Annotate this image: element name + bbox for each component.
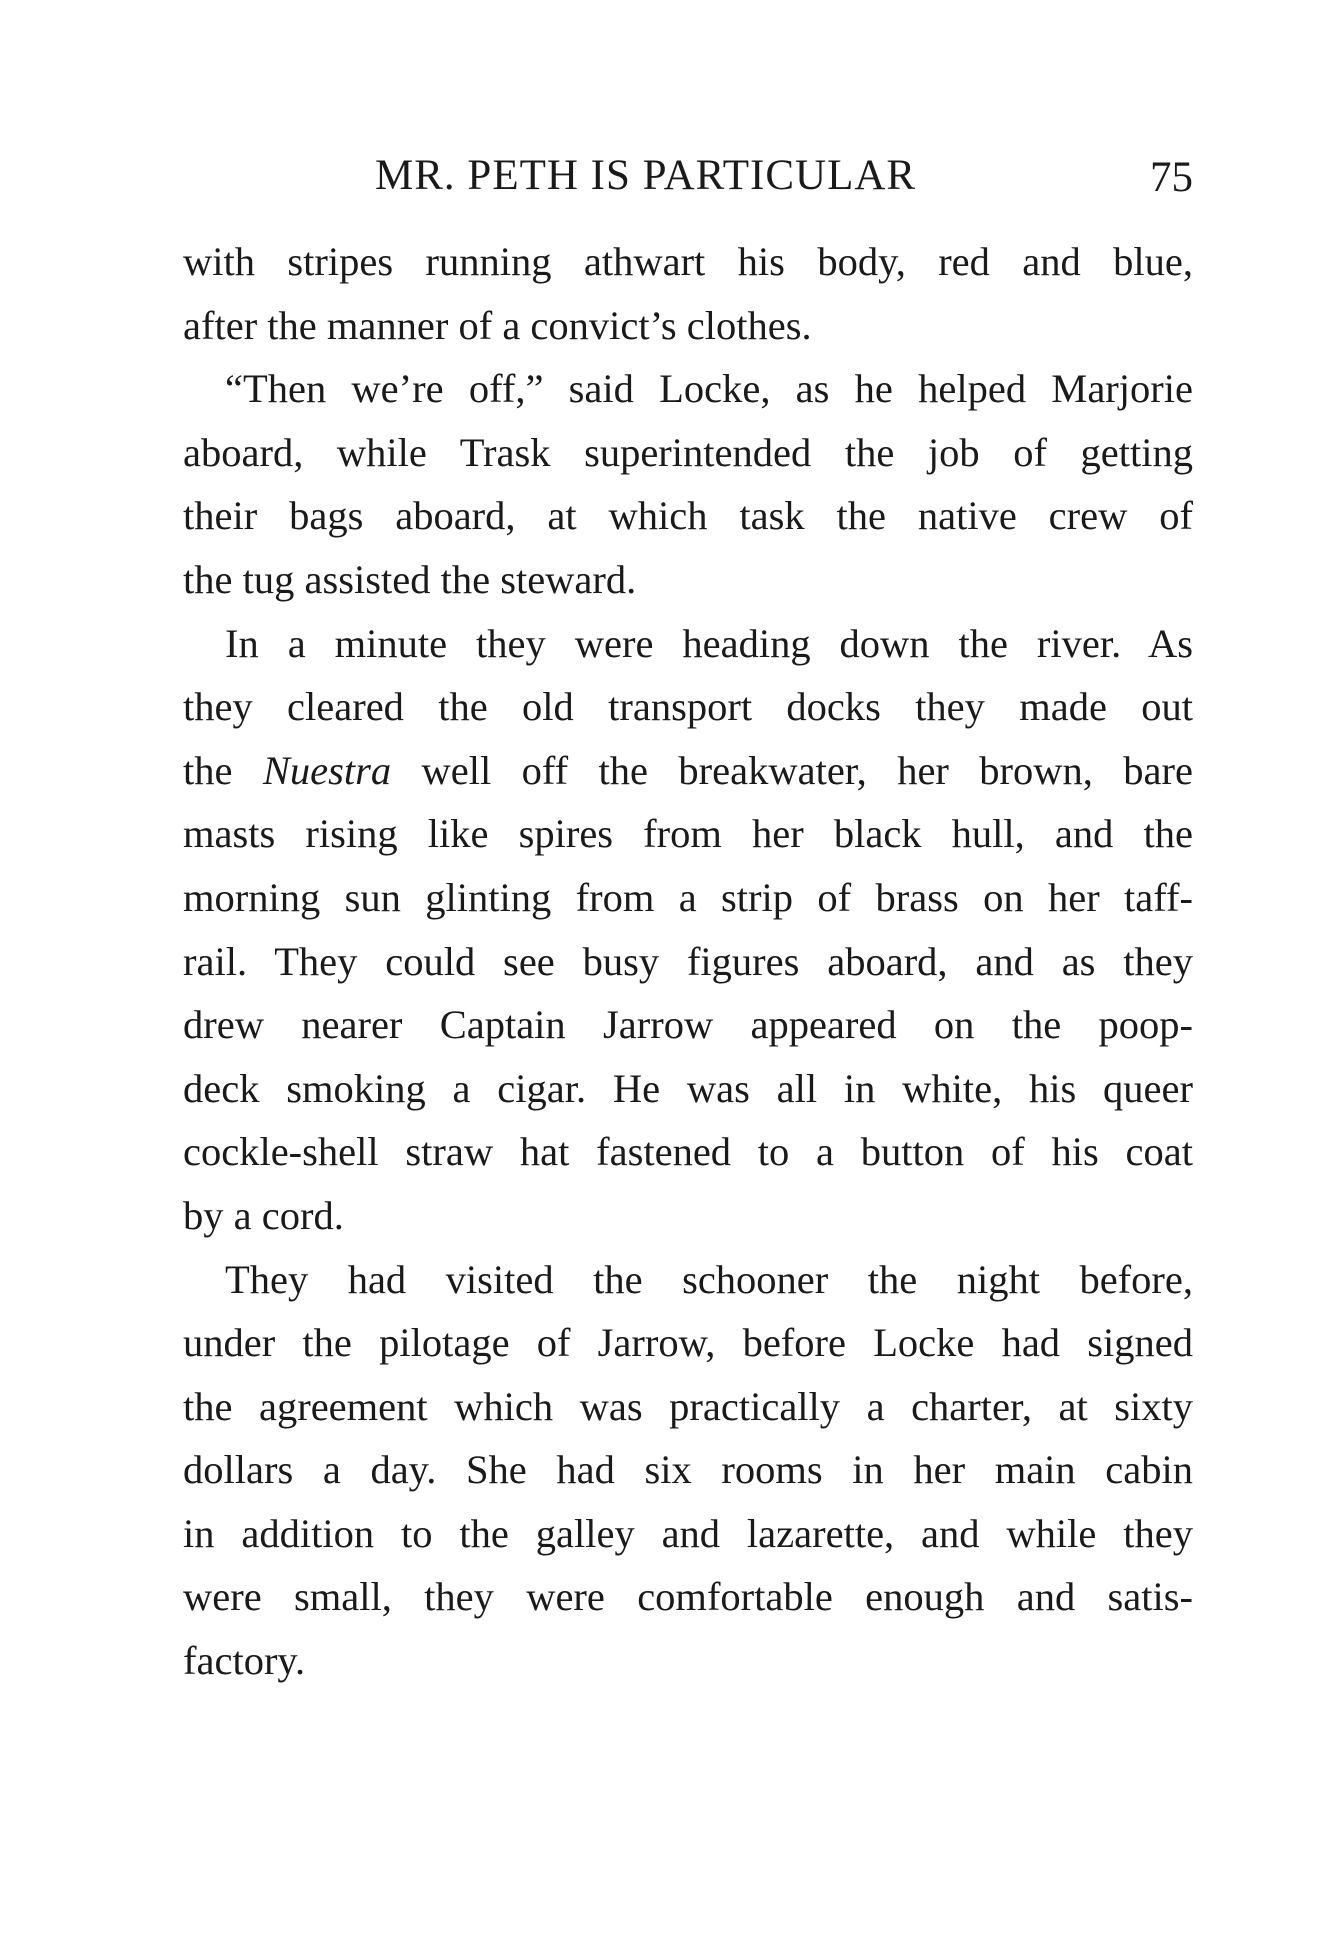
ship-name: Nuestra bbox=[262, 747, 392, 793]
text-line: dollars a day. She had six rooms in her main cabin bbox=[183, 1447, 1193, 1493]
paragraph bbox=[183, 357, 1193, 611]
running-head: MR. PETH IS PARTICULAR bbox=[375, 152, 917, 199]
text-line: “Then we’re off,” said Locke, as he helped Marjorie bbox=[225, 366, 1193, 412]
text-line: They had visited the schooner the night before, bbox=[225, 1256, 1193, 1302]
page-header bbox=[183, 151, 1193, 211]
text-line: rail. They could see busy figures aboard, and as they bbox=[183, 938, 1193, 984]
text-line: aboard, while Trask superintended the job of getting bbox=[183, 429, 1193, 475]
text-line: they cleared the old transport docks they made out bbox=[183, 684, 1193, 730]
text-line: morning sun glinting from a strip of brass on her taff- bbox=[183, 874, 1193, 920]
text-line: with stripes running athwart his body, red and blue, bbox=[183, 239, 1193, 284]
paragraph bbox=[183, 612, 1193, 1248]
text-line: the agreement which was practically a charter, at sixty bbox=[183, 1383, 1193, 1429]
text-line: in addition to the galley and lazarette, and while they bbox=[183, 1510, 1193, 1556]
paragraph bbox=[183, 1248, 1193, 1693]
paragraph bbox=[183, 230, 1193, 357]
page-number: 75 bbox=[1150, 154, 1193, 201]
text-line: drew nearer Captain Jarrow appeared on the poop- bbox=[183, 1002, 1193, 1048]
text-line: were small, they were comfortable enough and satis- bbox=[183, 1574, 1193, 1620]
text-line: the Nuestra well off the breakwater, her brown, bare bbox=[183, 747, 1193, 793]
text-line: their bags aboard, at which task the native crew of bbox=[183, 493, 1193, 539]
text-line: the tug assisted the steward. bbox=[183, 556, 637, 602]
text-line: masts rising like spires from her black hull, and the bbox=[183, 811, 1193, 857]
text-line: deck smoking a cigar. He was all in white, his queer bbox=[183, 1065, 1193, 1111]
text-line: after the manner of a convict’s clothes. bbox=[183, 302, 812, 348]
text-line: factory. bbox=[183, 1638, 306, 1684]
text-line: In a minute they were heading down the river. As bbox=[225, 620, 1193, 666]
body-text bbox=[183, 230, 1193, 1693]
text-line: under the pilotage of Jarrow, before Locke had signed bbox=[183, 1320, 1193, 1366]
text-line: cockle-shell straw hat fastened to a button of his coat bbox=[183, 1129, 1193, 1175]
text-line: by a cord. bbox=[183, 1192, 344, 1238]
